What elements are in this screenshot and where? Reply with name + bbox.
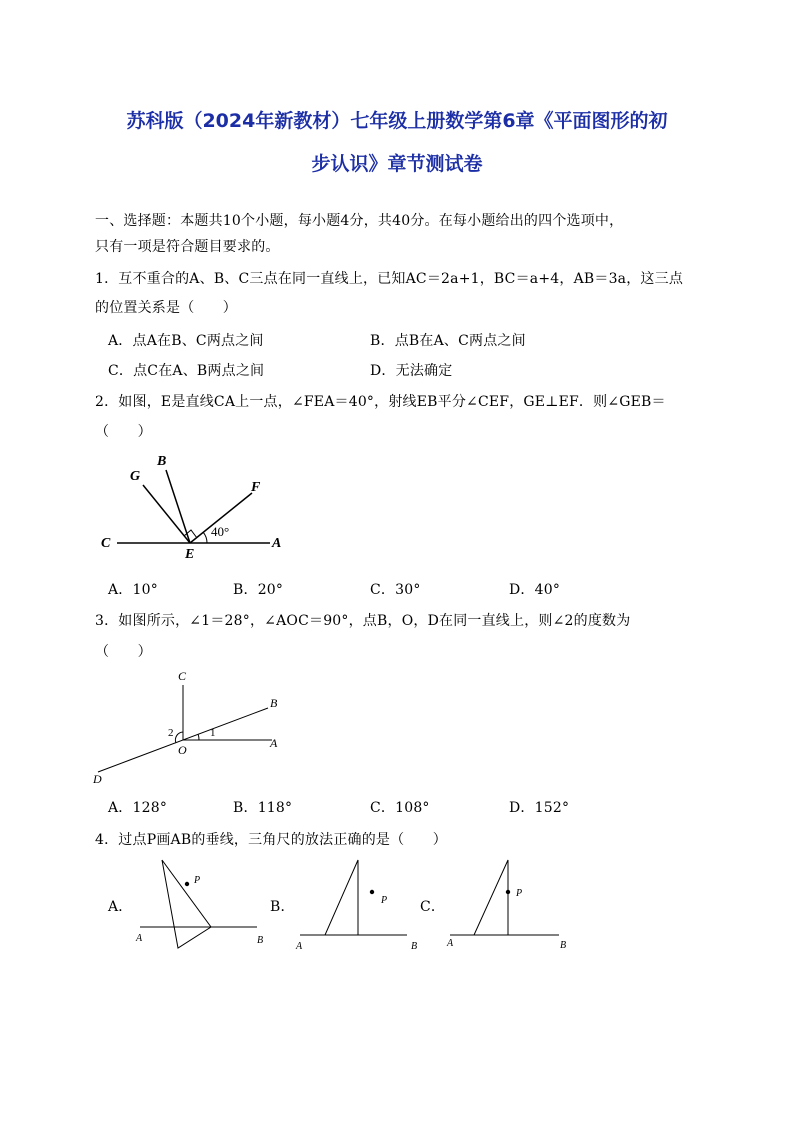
label-p: P [381, 895, 388, 906]
set-square [162, 860, 211, 948]
label-p: P [516, 888, 523, 899]
q2-figure [95, 448, 295, 563]
q3-stem-line2: （ ） [95, 644, 152, 660]
q2-option-a[interactable]: A．10° [108, 582, 158, 598]
label-a: A [136, 933, 143, 944]
set-square [325, 860, 358, 935]
label-p: P [194, 875, 201, 886]
label-b: B [411, 941, 418, 952]
q4-figure-a[interactable] [135, 855, 265, 955]
q3-option-c[interactable]: C．108° [370, 800, 430, 816]
ray-eg [143, 485, 190, 543]
q3-option-d[interactable]: D．152° [509, 800, 570, 816]
label-b: B [157, 454, 167, 469]
angle-arc [203, 532, 207, 543]
q4-option-a[interactable]: A． [108, 899, 133, 915]
label-1: 1 [210, 727, 216, 739]
label-g: G [130, 469, 141, 484]
point-p [185, 882, 189, 886]
angle-1-arc [198, 734, 199, 740]
q3-figure [88, 665, 288, 785]
q2-stem: 2．如图，E是直线CA上一点，∠FEA＝40°，射线EB平分∠CEF，GE⊥EF．则∠GEB＝ [95, 394, 666, 410]
q3-option-a[interactable]: A．128° [108, 800, 168, 816]
q1-option-a[interactable]: A．点A在B、C两点之间 [108, 333, 264, 349]
label-c: C [178, 669, 187, 683]
section-header-line2: 只有一项是符合题目要求的。 [95, 239, 280, 255]
label-o: O [178, 743, 187, 757]
label-b: B [270, 696, 278, 710]
label-a: A [447, 938, 454, 949]
label-a: A [272, 536, 282, 551]
label-b: B [257, 935, 264, 946]
q4-option-c[interactable]: C． [420, 899, 446, 915]
q2-option-d[interactable]: D．40° [509, 582, 561, 598]
label-a: A [270, 736, 278, 750]
angle-label: 40° [211, 524, 230, 539]
label-c: C [101, 536, 111, 551]
set-square [474, 860, 508, 935]
page-title-line2: 步认识》章节测试卷 [311, 153, 483, 175]
q1-option-d[interactable]: D．无法确定 [370, 363, 453, 379]
label-a: A [296, 941, 303, 952]
q4-option-b[interactable]: B． [270, 899, 295, 915]
ray-eb [166, 470, 190, 543]
point-p [506, 890, 510, 894]
q4-stem: 4．过点P画AB的垂线，三角尺的放法正确的是（ ） [95, 832, 447, 848]
q3-option-b[interactable]: B．118° [233, 800, 293, 816]
label-f: F [251, 480, 261, 495]
q1-stem: 1．互不重合的A、B、C三点在同一直线上，已知AC＝2a+1，BC＝a+4，AB＝3a，这三点 [95, 271, 684, 287]
q3-stem: 3．如图所示，∠1＝28°，∠AOC＝90°，点B，O，D在同一直线上，则∠2的度数为 [95, 613, 631, 629]
q1-option-b[interactable]: B．点B在A、C两点之间 [370, 333, 526, 349]
q4-figure-c[interactable] [445, 855, 575, 955]
label-d: D [93, 772, 102, 786]
label-e: E [185, 547, 195, 562]
q2-option-c[interactable]: C．30° [370, 582, 421, 598]
label-b: B [560, 940, 567, 951]
point-p [370, 890, 374, 894]
q1-stem-line2: 的位置关系是（ ） [95, 300, 237, 316]
q2-stem-line2: （ ） [95, 424, 152, 440]
q2-option-b[interactable]: B．20° [233, 582, 284, 598]
section-header: 一、选择题：本题共10个小题，每小题4分，共40分。在每小题给出的四个选项中， [95, 213, 624, 229]
page-title: 苏科版（2024年新教材）七年级上册数学第6章《平面图形的初 [126, 110, 668, 132]
q1-option-c[interactable]: C．点C在A、B两点之间 [108, 363, 265, 379]
label-2: 2 [168, 727, 174, 739]
q4-figure-b[interactable] [295, 855, 425, 955]
